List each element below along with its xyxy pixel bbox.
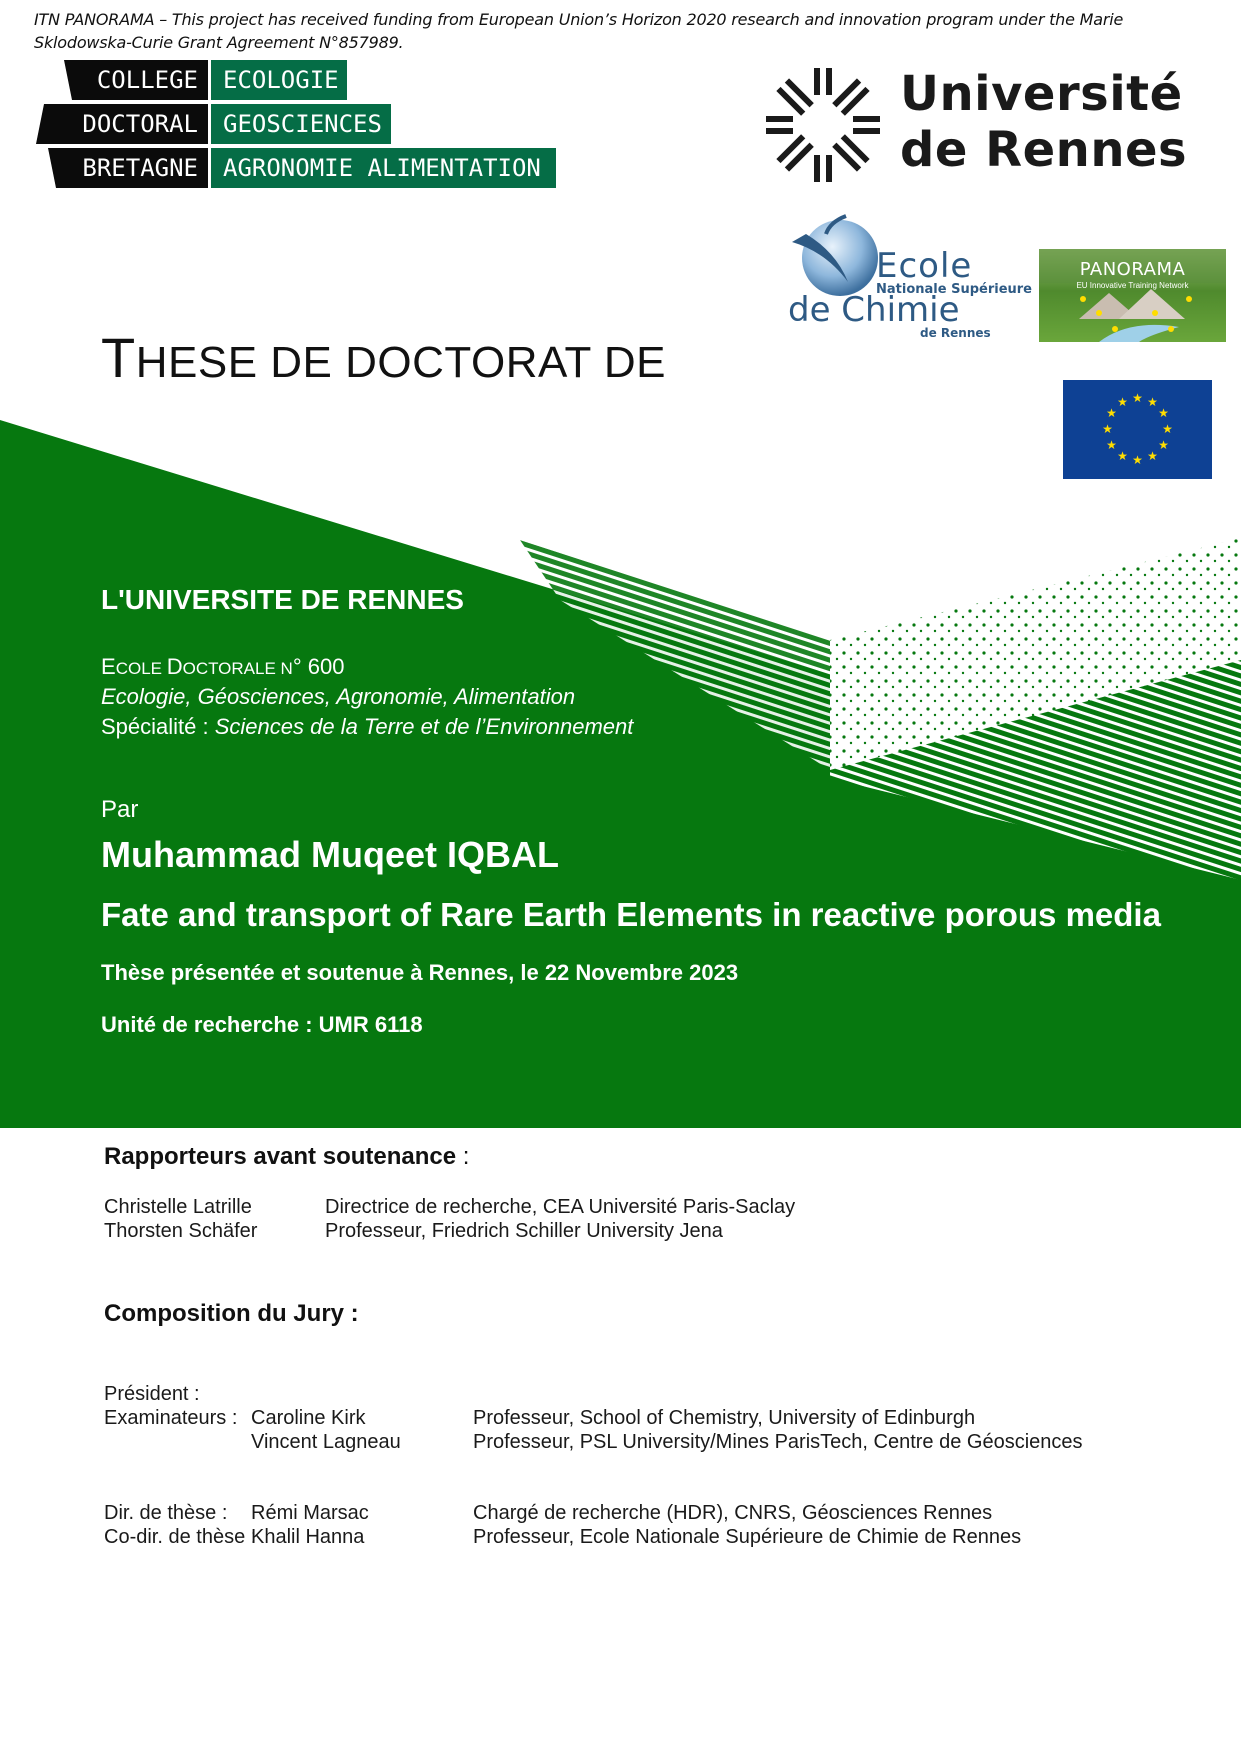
codirector-label: Co-dir. de thèse :: [104, 1526, 257, 1548]
title-rest: HESE DE DOCTORAT DE: [135, 338, 666, 387]
svg-text:★: ★: [1158, 406, 1169, 420]
thesis-title: Fate and transport of Rare Earth Elements in reactive porous media: [101, 896, 1161, 933]
logo-word-geosciences: GEOSCIENCES: [211, 104, 391, 144]
examiners-label: Examinateurs :: [104, 1407, 238, 1429]
rapporteur-name: Thorsten Schäfer: [104, 1220, 258, 1242]
svg-text:★: ★: [1106, 406, 1117, 420]
codirector-role: Professeur, Ecole Nationale Supérieure de Chimie de Rennes: [473, 1526, 1022, 1548]
university-logo-line1: Université: [900, 66, 1183, 122]
rapporteurs-heading-text: Rapporteurs avant soutenance: [104, 1143, 457, 1170]
research-unit: Unité de recherche : UMR 6118: [101, 1012, 423, 1037]
president-label: Président :: [104, 1383, 200, 1405]
logo-word-ecologie: ECOLOGIE: [211, 60, 347, 100]
university-logo-line2: de Rennes: [900, 122, 1188, 178]
jury-heading: Composition du Jury :: [104, 1300, 359, 1327]
ensc-logo-line4: de Rennes: [920, 326, 991, 340]
doctoral-school-number: ° 600: [292, 654, 345, 679]
page-title: [101, 325, 666, 390]
par-label: Par: [101, 796, 139, 823]
svg-text:★: ★: [1132, 391, 1143, 405]
university-emblem-icon: [764, 66, 882, 184]
svg-text:★: ★: [1158, 438, 1169, 452]
svg-text:★: ★: [1162, 422, 1173, 436]
doctoral-school-octorale: OCTORALE N: [182, 659, 293, 678]
defense-info: Thèse présentée et soutenue à Rennes, le 22 Novembre 2023: [101, 960, 739, 985]
examiner-role: Professeur, School of Chemistry, University of Edinburgh: [473, 1407, 976, 1429]
codirector-name: Khalil Hanna: [251, 1526, 365, 1548]
panorama-logo-title: PANORAMA: [1079, 259, 1186, 280]
director-role: Chargé de recherche (HDR), CNRS, Géosciences Rennes: [473, 1502, 993, 1524]
doctoral-school-d: D: [166, 654, 183, 679]
logo-word-doctoral: DOCTORAL: [82, 110, 198, 138]
rapporteurs-heading-colon: :: [456, 1143, 470, 1170]
logo-word-agronomie: AGRONOMIE ALIMENTATION: [211, 148, 556, 188]
university-logo-text: [900, 66, 1187, 178]
logo-word-bretagne: BRETAGNE: [82, 154, 198, 182]
svg-text:★: ★: [1147, 449, 1158, 463]
svg-text:★: ★: [1117, 449, 1128, 463]
director-name: Rémi Marsac: [251, 1502, 369, 1524]
svg-text:★: ★: [1106, 438, 1117, 452]
examiner-name: Caroline Kirk: [251, 1407, 366, 1429]
examiner-role: Professeur, PSL University/Mines ParisTech, Centre de Géosciences: [473, 1431, 1083, 1453]
svg-text:★: ★: [1147, 395, 1158, 409]
doctoral-school-e: E: [101, 654, 116, 679]
rapporteur-role: Professeur, Friedrich Schiller University Jena: [325, 1220, 723, 1242]
examiner-name: Vincent Lagneau: [251, 1431, 401, 1453]
rapporteurs-heading: [104, 1143, 469, 1171]
rapporteur-name: Christelle Latrille: [104, 1196, 252, 1218]
funding-note: ITN PANORAMA – This project has received funding from European Union’s Horizon 2020 research and innovation program under the Marie Sklodowska-Curie Grant Agreement N°857989.: [34, 10, 1124, 52]
director-label: Dir. de thèse :: [104, 1502, 228, 1524]
svg-text:★: ★: [1102, 422, 1113, 436]
svg-text:★: ★: [1117, 395, 1128, 409]
speciality-label: Spécialité :: [101, 714, 215, 739]
ensc-logo-line1: Ecole: [876, 246, 973, 286]
speciality: [101, 714, 633, 740]
doctoral-field: Ecologie, Géosciences, Agronomie, Alimentation: [101, 684, 576, 709]
ensc-logo-line3: de Chimie: [788, 290, 960, 330]
rapporteur-role: Directrice de recherche, CEA Université Paris-Saclay: [325, 1196, 796, 1218]
panorama-logo-subtitle: EU Innovative Training Network: [1076, 281, 1189, 290]
doctoral-school-logo: [36, 60, 556, 188]
speciality-value: Sciences de la Terre et de l’Environnement: [214, 714, 634, 739]
doctoral-school: [101, 654, 344, 680]
author-name: Muhammad Muqeet IQBAL: [101, 834, 560, 875]
title-first-letter: T: [101, 326, 136, 389]
logo-word-college: COLLEGE: [96, 66, 198, 94]
panorama-logo: [1039, 249, 1226, 342]
university-name: L'UNIVERSITE DE RENNES: [101, 584, 464, 615]
svg-text:★: ★: [1132, 453, 1143, 467]
doctoral-school-cole: COLE: [115, 659, 167, 678]
ensc-logo-line2: Nationale Supérieure: [876, 282, 1032, 297]
